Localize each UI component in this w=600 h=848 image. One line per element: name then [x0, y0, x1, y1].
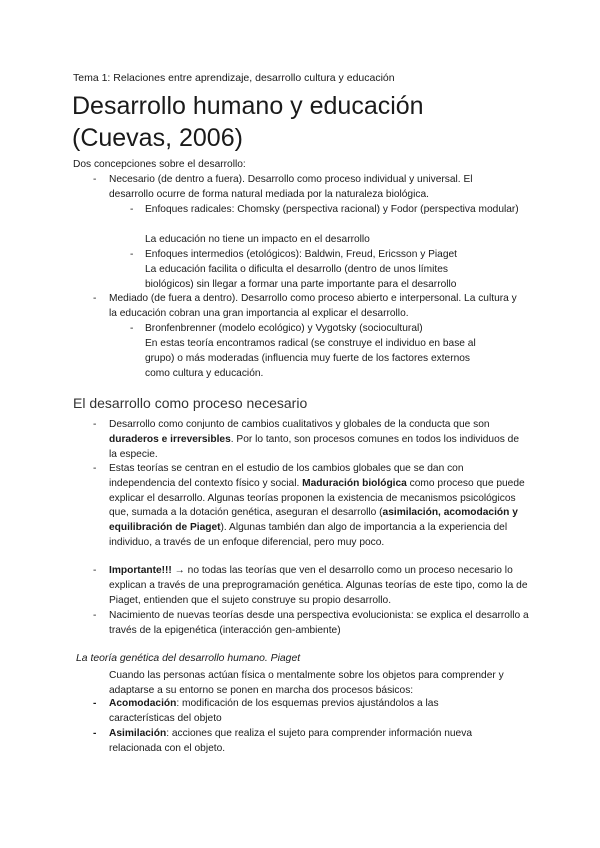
text-run: como proceso que puede explicar el desarrollo. Algunas teorías proponen la existencia de mecanismos psicológicos que, sumada a la dotación genética, aseguran el desarrollo ( — [109, 477, 525, 519]
bronfenbrenner-note: En estas teoría encontramos radical (se construye el individuo en base al grupo) o más moderadas (influencia muy fuerte de los factores externos como cultura y educación. — [145, 338, 476, 379]
bold-run: duraderos e irreversibles — [109, 433, 231, 445]
bold-run: Asimilación — [109, 728, 167, 739]
bullet-dash: - — [93, 419, 97, 430]
title-line-2: (Cuevas, 2006) — [72, 124, 243, 152]
text-run: . Por lo tanto, son procesos comunes en todos los individuos de la especie. — [109, 433, 519, 460]
text-run: ). Algunas también dan algo de importancia a la experiencia del individuo, a través de un enfoque diferencial, pero muy poco. — [109, 522, 508, 548]
text-run: → no todas las teorías que ven el desarrollo como un proceso necesario lo explican a través de una preprogramación genética. Algunas teorías de este tipo, como la de Piaget, entienden que el sujeto construye su propio desarrollo. — [109, 565, 528, 606]
bullet-dash: - — [93, 610, 97, 621]
radicales-note: La educación no tiene un impacto en el desarrollo — [145, 234, 370, 245]
radicales-title: Enfoques radicales: Chomsky (perspectiva racional) y Fodor (perspectiva modular) — [145, 204, 519, 215]
bullet-dash: - — [93, 463, 97, 474]
bullet-dash: - — [93, 698, 97, 709]
text-run: : acciones que realiza el sujeto para comprender información nueva relacionada con el objeto. — [109, 728, 472, 754]
bullet-dash: - — [130, 323, 134, 334]
necesario-point-4: Nacimiento de nuevas teorías desde una perspectiva evolucionista: se explica el desarrollo a través de la epigenética (interacción gen-ambiente) — [109, 610, 529, 636]
page-title — [72, 90, 532, 154]
subheading: La teoría genética del desarrollo humano. Piaget — [76, 653, 301, 664]
necesario-point-2 — [109, 462, 529, 551]
bold-run: asimilación, acomodación y equilibración de Piaget — [109, 507, 518, 534]
necesario-text: Necesario (de dentro a fuera). Desarrollo como proceso individual y universal. El desarrollo ocurre de forma natural mediada por la naturaleza biológica. — [109, 174, 473, 200]
asimilacion-item — [109, 727, 509, 757]
acomodacion-item — [109, 697, 489, 727]
bullet-dash: - — [93, 565, 97, 576]
text-run: Estas teorías se centran en el estudio de los cambios globales que se dan con independencia del contexto físico y social. — [109, 463, 464, 489]
bullet-dash: - — [130, 249, 134, 260]
necesario-point-3 — [109, 564, 529, 608]
bold-run: Maduración biológica — [302, 477, 407, 489]
bullet-dash: - — [93, 728, 97, 739]
bullet-dash: - — [93, 174, 97, 185]
text-run: : modificación de los esquemas previos ajustándolos a las características del objeto — [109, 698, 439, 724]
intermedios-title: Enfoques intermedios (etológicos): Baldwin, Freud, Ericsson y Piaget — [145, 249, 458, 260]
bullet-dash: - — [93, 293, 97, 304]
text-run: Desarrollo como conjunto de cambios cualitativos y globales de la conducta que son — [109, 419, 490, 430]
intro-text: Dos concepciones sobre el desarrollo: — [73, 159, 246, 170]
topic-line: Tema 1: Relaciones entre aprendizaje, desarrollo cultura y educación — [73, 72, 395, 84]
bold-run: Acomodación — [109, 698, 177, 709]
bold-run: Importante!!! — [109, 565, 172, 576]
bronfenbrenner-title: Bronfenbrenner (modelo ecológico) y Vygotsky (sociocultural) — [145, 323, 423, 334]
mediado-text: Mediado (de fuera a dentro). Desarrollo como proceso abierto e interpersonal. La cultura y la educación cobran una gran importancia al explicar el desarrollo. — [109, 293, 517, 319]
section-heading: El desarrollo como proceso necesario — [73, 395, 308, 411]
intermedios-note: La educación facilita o dificulta el desarrollo (dentro de unos límites biológicos) sin llegar a formar una parte importante para el desarrollo — [145, 264, 457, 290]
piaget-intro — [109, 669, 519, 699]
necesario-point-1 — [109, 418, 529, 462]
bullet-dash: - — [130, 204, 134, 215]
text-run: Cuando las personas actúan física o mentalmente sobre los objetos para comprender y adaptarse a su entorno se ponen en marcha dos procesos básicos: — [109, 670, 504, 696]
title-line-1: Desarrollo humano y educación — [72, 92, 424, 120]
